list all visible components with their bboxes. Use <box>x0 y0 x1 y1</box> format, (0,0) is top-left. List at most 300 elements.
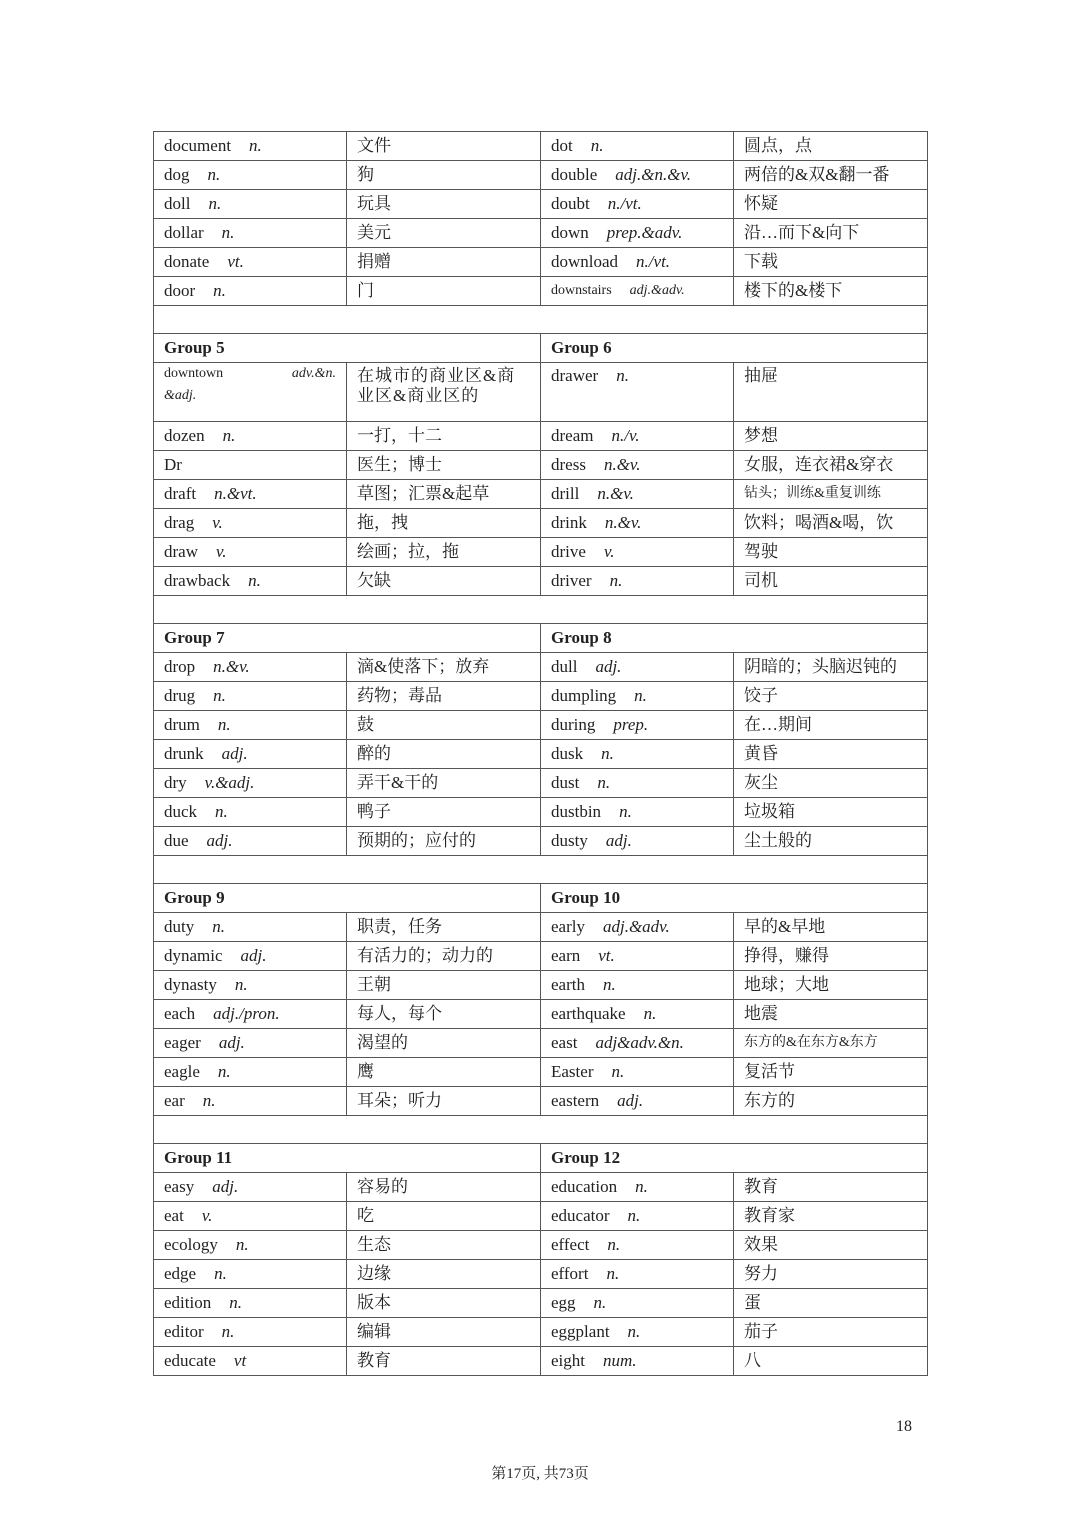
word: driver <box>551 571 592 591</box>
word-cell <box>154 277 347 306</box>
part-of-speech: v. <box>201 1206 213 1226</box>
meaning-cell: 在城市的商业区&商业区&商业区的 <box>347 363 541 422</box>
part-of-speech: v. <box>603 542 615 562</box>
meaning-cell: 有活力的；动力的 <box>347 942 541 971</box>
table-row <box>154 1202 928 1231</box>
group-title: Group 8 <box>541 624 928 653</box>
word: drag <box>164 513 195 533</box>
word: door <box>164 281 196 301</box>
meaning-cell: 生态 <box>347 1231 541 1260</box>
part-of-speech: adv.&n. <box>291 366 336 381</box>
word-cell <box>541 653 734 682</box>
word: earthquake <box>551 1004 626 1024</box>
meaning-cell: 茄子 <box>734 1318 928 1347</box>
table-row <box>154 711 928 740</box>
table-row <box>154 827 928 856</box>
meaning-cell: 玩具 <box>347 190 541 219</box>
word-cell <box>541 567 734 596</box>
word-cell <box>154 248 347 277</box>
word: dry <box>164 773 187 793</box>
word-cell <box>154 798 347 827</box>
group-title: Group 7 <box>154 624 541 653</box>
meaning-cell: 努力 <box>734 1260 928 1289</box>
word-cell <box>541 161 734 190</box>
word-cell <box>154 1202 347 1231</box>
meaning-cell: 怀疑 <box>734 190 928 219</box>
meaning-cell: 医生；博士 <box>347 451 541 480</box>
meaning-cell: 楼下的&楼下 <box>734 277 928 306</box>
word-cell <box>154 711 347 740</box>
table-row <box>154 509 928 538</box>
part-of-speech: adj. <box>595 657 622 677</box>
table-row <box>154 363 928 422</box>
word-cell <box>154 219 347 248</box>
meaning-cell: 鹰 <box>347 1058 541 1087</box>
meaning-cell: 职责，任务 <box>347 913 541 942</box>
word-cell <box>154 1029 347 1058</box>
meaning-cell: 吃 <box>347 1202 541 1231</box>
word: Easter <box>551 1062 594 1082</box>
meaning-cell: 饮料；喝酒&喝，饮 <box>734 509 928 538</box>
word-cell <box>154 971 347 1000</box>
word-cell <box>154 538 347 567</box>
word-cell <box>541 1000 734 1029</box>
word: earth <box>551 975 585 995</box>
meaning-cell: 版本 <box>347 1289 541 1318</box>
group-header-row <box>154 1144 928 1173</box>
part-of-speech: adj. <box>605 831 632 851</box>
meaning-cell: 女服，连衣裙&穿衣 <box>734 451 928 480</box>
part-of-speech: n. <box>234 975 248 995</box>
part-of-speech: n. <box>248 571 261 591</box>
word: dot <box>551 136 573 156</box>
word-cell <box>541 1202 734 1231</box>
meaning-cell: 拖，拽 <box>347 509 541 538</box>
part-of-speech: n./vt. <box>607 194 642 214</box>
part-of-speech: num. <box>603 1351 637 1371</box>
word: eat <box>164 1206 184 1226</box>
table-row <box>154 1087 928 1116</box>
page-number: 18 <box>896 1418 912 1435</box>
word: donate <box>164 252 210 272</box>
word-cell <box>541 827 734 856</box>
word-cell <box>541 1087 734 1116</box>
word: eagle <box>164 1062 200 1082</box>
word-cell <box>154 509 347 538</box>
word-cell <box>154 827 347 856</box>
word: drunk <box>164 744 204 764</box>
table-row <box>154 1347 928 1376</box>
part-of-speech: n. <box>207 165 221 185</box>
word-cell <box>154 682 347 711</box>
meaning-cell: 欠缺 <box>347 567 541 596</box>
meaning-cell: 饺子 <box>734 682 928 711</box>
meaning-cell: 教育 <box>347 1347 541 1376</box>
part-of-speech: n.&v. <box>604 513 642 533</box>
part-of-speech: adj. <box>240 946 267 966</box>
word: dozen <box>164 426 205 446</box>
table-row <box>154 1058 928 1087</box>
part-of-speech: n. <box>635 1177 648 1197</box>
word: dusty <box>551 831 588 851</box>
word: easy <box>164 1177 195 1197</box>
table-row <box>154 567 928 596</box>
word-cell <box>541 538 734 567</box>
part-of-speech: adj. <box>617 1091 644 1111</box>
meaning-cell: 药物；毒品 <box>347 682 541 711</box>
part-of-speech: v. <box>212 513 223 533</box>
part-of-speech: adj. <box>212 1177 239 1197</box>
table-row <box>154 942 928 971</box>
word-cell <box>154 740 347 769</box>
table-row <box>154 1000 928 1029</box>
meaning-cell: 司机 <box>734 567 928 596</box>
word-cell <box>541 1318 734 1347</box>
group-title: Group 10 <box>541 884 928 913</box>
word-cell <box>541 132 734 161</box>
meaning-cell: 梦想 <box>734 422 928 451</box>
spacer-row <box>154 596 928 624</box>
word: ear <box>164 1091 185 1111</box>
word: educator <box>551 1206 610 1226</box>
word: downtown <box>164 366 224 381</box>
word: duty <box>164 917 195 937</box>
word-cell <box>541 1173 734 1202</box>
word-cell <box>541 913 734 942</box>
group-header-row <box>154 884 928 913</box>
table-row <box>154 769 928 798</box>
word-cell <box>154 942 347 971</box>
part-of-speech: n. <box>215 802 228 822</box>
word: dumpling <box>551 686 617 706</box>
word-cell <box>154 1173 347 1202</box>
part-of-speech: n. <box>606 1264 620 1284</box>
word: educate <box>164 1351 216 1371</box>
meaning-cell: 鼓 <box>347 711 541 740</box>
part-of-speech: n. <box>222 426 236 446</box>
word: down <box>551 223 589 243</box>
word: effect <box>551 1235 590 1255</box>
word-cell <box>541 219 734 248</box>
word: eager <box>164 1033 201 1053</box>
word-cell <box>154 132 347 161</box>
word: east <box>551 1033 578 1053</box>
part-of-speech: vt <box>233 1351 247 1371</box>
part-of-speech: n. <box>627 1322 641 1342</box>
word-cell <box>541 422 734 451</box>
word: earn <box>551 946 581 966</box>
word-cell <box>541 769 734 798</box>
word-cell <box>541 711 734 740</box>
part-of-speech: adj.&adv. <box>629 282 685 298</box>
meaning-cell: 王朝 <box>347 971 541 1000</box>
meaning-cell: 容易的 <box>347 1173 541 1202</box>
word: dollar <box>164 223 204 243</box>
table-row <box>154 219 928 248</box>
word: drink <box>551 513 587 533</box>
table-row <box>154 480 928 509</box>
meaning-cell: 教育 <box>734 1173 928 1202</box>
word: egg <box>551 1293 576 1313</box>
group-title: Group 5 <box>154 334 541 363</box>
word: each <box>164 1004 196 1024</box>
part-of-speech: adj. <box>206 831 233 851</box>
meaning-cell: 早的&早地 <box>734 913 928 942</box>
meaning-cell: 黄昏 <box>734 740 928 769</box>
group-title: Group 12 <box>541 1144 928 1173</box>
table-row <box>154 538 928 567</box>
meaning-cell: 美元 <box>347 219 541 248</box>
word: eggplant <box>551 1322 610 1342</box>
meaning-cell: 灰尘 <box>734 769 928 798</box>
part-of-speech: adj. <box>218 1033 245 1053</box>
meaning-cell: 渴望的 <box>347 1029 541 1058</box>
meaning-cell: 尘土般的 <box>734 827 928 856</box>
table-row <box>154 1173 928 1202</box>
table-row <box>154 277 928 306</box>
part-of-speech: prep.&adv. <box>606 223 683 243</box>
meaning-cell: 抽屉 <box>734 363 928 422</box>
word-cell <box>154 161 347 190</box>
table-row <box>154 1318 928 1347</box>
word: dusk <box>551 744 584 764</box>
part-of-speech: n. <box>643 1004 657 1024</box>
table-row <box>154 1231 928 1260</box>
word-cell <box>541 1347 734 1376</box>
meaning-cell: 弄干&干的 <box>347 769 541 798</box>
part-of-speech: n. <box>221 223 235 243</box>
spacer-row <box>154 856 928 884</box>
part-of-speech: n.&v. <box>597 484 634 504</box>
table-row <box>154 1260 928 1289</box>
meaning-cell: 八 <box>734 1347 928 1376</box>
meaning-cell: 东方的 <box>734 1087 928 1116</box>
group-title: Group 6 <box>541 334 928 363</box>
word-cell <box>541 509 734 538</box>
word-cell <box>541 248 734 277</box>
word: double <box>551 165 598 185</box>
word-cell <box>154 1260 347 1289</box>
word: during <box>551 715 596 735</box>
part-of-speech: n. <box>590 136 604 156</box>
meaning-cell: 复活节 <box>734 1058 928 1087</box>
meaning-cell: 地球；大地 <box>734 971 928 1000</box>
word: drawer <box>551 366 599 385</box>
word: dust <box>551 773 580 793</box>
part-of-speech: n. <box>213 281 226 301</box>
part-of-speech: vt. <box>227 252 244 272</box>
part-of-speech: v.&adj. <box>204 773 255 793</box>
page-footer: 第17页, 共73页 <box>491 1466 589 1482</box>
word-cell <box>541 1289 734 1318</box>
part-of-speech: adj.&n.&v. <box>615 165 691 185</box>
meaning-cell: 预期的；应付的 <box>347 827 541 856</box>
meaning-cell: 捐赠 <box>347 248 541 277</box>
word: drop <box>164 657 196 677</box>
meaning-cell: 门 <box>347 277 541 306</box>
word: drug <box>164 686 196 706</box>
meaning-cell: 东方的&在东方&东方 <box>734 1029 928 1058</box>
part-of-speech: n. <box>202 1091 216 1111</box>
word-cell <box>154 913 347 942</box>
meaning-cell: 下载 <box>734 248 928 277</box>
word: ecology <box>164 1235 218 1255</box>
part-of-speech: n. <box>213 686 226 706</box>
meaning-cell: 编辑 <box>347 1318 541 1347</box>
word: drive <box>551 542 586 562</box>
word-cell <box>154 769 347 798</box>
vocabulary-table <box>153 131 928 1376</box>
part-of-speech: n. <box>208 194 222 214</box>
table-row <box>154 1029 928 1058</box>
part-of-speech: n. <box>221 1322 235 1342</box>
word-cell <box>541 1029 734 1058</box>
meaning-cell: 滴&使落下；放弃 <box>347 653 541 682</box>
meaning-cell: 沿…而下&向下 <box>734 219 928 248</box>
part-of-speech: n.&v. <box>213 657 250 677</box>
meaning-cell: 草图；汇票&起草 <box>347 480 541 509</box>
meaning-cell: 文件 <box>347 132 541 161</box>
word: early <box>551 917 585 937</box>
group-title: Group 9 <box>154 884 541 913</box>
part-of-speech-continued: &adj. <box>164 388 197 404</box>
meaning-cell: 挣得，赚得 <box>734 942 928 971</box>
word: dream <box>551 426 594 446</box>
word-cell <box>541 740 734 769</box>
part-of-speech: n. <box>607 1235 621 1255</box>
group-header-row <box>154 624 928 653</box>
word-cell <box>541 798 734 827</box>
meaning-cell: 每人，每个 <box>347 1000 541 1029</box>
word-cell <box>541 1058 734 1087</box>
part-of-speech: n./vt. <box>636 252 671 272</box>
meaning-cell: 圆点，点 <box>734 132 928 161</box>
table-row <box>154 1289 928 1318</box>
word-cell <box>541 451 734 480</box>
word-cell <box>154 1000 347 1029</box>
part-of-speech: n. <box>616 366 629 385</box>
word: dynasty <box>164 975 217 995</box>
word-cell <box>541 277 734 306</box>
meaning-cell: 蛋 <box>734 1289 928 1318</box>
meaning-cell: 地震 <box>734 1000 928 1029</box>
table-row <box>154 798 928 827</box>
part-of-speech: n. <box>217 1062 231 1082</box>
word-cell <box>154 1058 347 1087</box>
part-of-speech: n. <box>214 1264 227 1284</box>
part-of-speech: n. <box>602 975 616 995</box>
part-of-speech: n. <box>611 1062 625 1082</box>
word-cell <box>541 971 734 1000</box>
meaning-cell: 阴暗的；头脑迟钝的 <box>734 653 928 682</box>
meaning-cell: 鸭子 <box>347 798 541 827</box>
word-cell <box>541 942 734 971</box>
table-row <box>154 422 928 451</box>
word-cell <box>541 1260 734 1289</box>
meaning-cell: 钻头；训练&重复训练 <box>734 480 928 509</box>
part-of-speech: n. <box>249 136 262 156</box>
part-of-speech: vt. <box>598 946 615 966</box>
word: eastern <box>551 1091 600 1111</box>
table-row <box>154 132 928 161</box>
part-of-speech: adj./pron. <box>213 1004 280 1024</box>
part-of-speech: n. <box>217 715 231 735</box>
part-of-speech: prep. <box>613 715 649 735</box>
word: download <box>551 252 619 272</box>
word-cell <box>154 422 347 451</box>
word: Dr <box>164 455 182 475</box>
word-cell <box>154 1087 347 1116</box>
word: doll <box>164 194 191 214</box>
part-of-speech: n. <box>601 744 614 764</box>
word-cell <box>541 1231 734 1260</box>
word: editor <box>164 1322 204 1342</box>
word: eight <box>551 1351 585 1371</box>
meaning-cell: 垃圾箱 <box>734 798 928 827</box>
word-cell <box>154 1318 347 1347</box>
meaning-cell: 绘画；拉，拖 <box>347 538 541 567</box>
word-cell <box>154 451 347 480</box>
meaning-cell: 边缘 <box>347 1260 541 1289</box>
part-of-speech: adj&adv.&n. <box>595 1033 684 1053</box>
spacer-row <box>154 1116 928 1144</box>
word: dustbin <box>551 802 602 822</box>
word: drum <box>164 715 200 735</box>
part-of-speech: n./v. <box>611 426 640 446</box>
meaning-cell: 教育家 <box>734 1202 928 1231</box>
part-of-speech: n.&vt. <box>214 484 257 504</box>
word: education <box>551 1177 618 1197</box>
table-row <box>154 740 928 769</box>
word-cell <box>154 1231 347 1260</box>
table-row <box>154 682 928 711</box>
table-row <box>154 248 928 277</box>
part-of-speech: adj.&adv. <box>602 917 670 937</box>
word-cell <box>154 480 347 509</box>
table-row <box>154 190 928 219</box>
part-of-speech: n.&v. <box>603 455 641 475</box>
word-cell <box>541 480 734 509</box>
word-cell <box>154 567 347 596</box>
part-of-speech: n. <box>634 686 647 706</box>
meaning-cell: 两倍的&双&翻一番 <box>734 161 928 190</box>
part-of-speech: n. <box>597 773 611 793</box>
word-cell <box>541 363 734 422</box>
table-row <box>154 971 928 1000</box>
part-of-speech: n. <box>212 917 225 937</box>
part-of-speech: n. <box>619 802 632 822</box>
word-cell <box>154 363 347 422</box>
table-row <box>154 161 928 190</box>
table-row <box>154 653 928 682</box>
word: due <box>164 831 189 851</box>
word: dynamic <box>164 946 223 966</box>
word: edition <box>164 1293 212 1313</box>
word: dog <box>164 165 190 185</box>
word: draft <box>164 484 197 504</box>
part-of-speech: n. <box>235 1235 249 1255</box>
word: drawback <box>164 571 231 591</box>
word: draw <box>164 542 198 562</box>
word: downstairs <box>551 282 612 298</box>
word: dress <box>551 455 586 475</box>
word: dull <box>551 657 578 677</box>
meaning-cell: 在…期间 <box>734 711 928 740</box>
meaning-cell: 效果 <box>734 1231 928 1260</box>
spacer-row <box>154 306 928 334</box>
word: edge <box>164 1264 197 1284</box>
group-title: Group 11 <box>154 1144 541 1173</box>
